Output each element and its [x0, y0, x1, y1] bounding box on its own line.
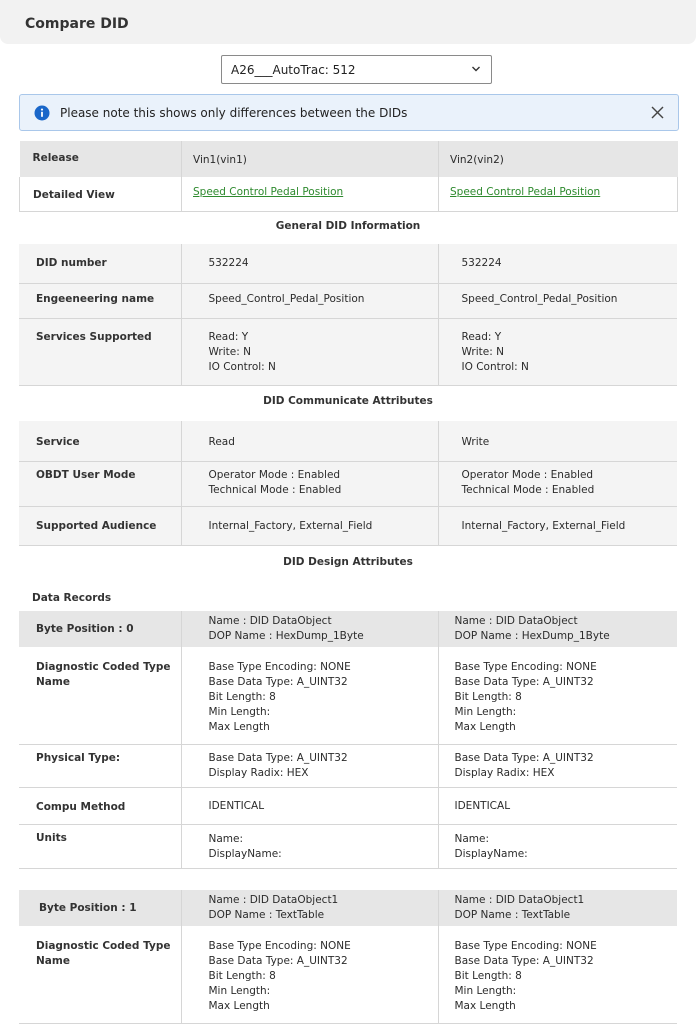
chevron-down-icon [471, 64, 481, 74]
phys-v2-line: Display Radix: HEX [454, 766, 555, 779]
release-row [20, 141, 678, 177]
obdt-v2-line: Technical Mode : Enabled [461, 483, 595, 496]
phys-v1-line: Base Data Type: A_UINT32 [208, 751, 348, 764]
compu-v2-text: IDENTICAL [454, 799, 511, 812]
audience-v2-text: Internal_Factory, External_Field [461, 519, 626, 532]
detailed-view-link-2[interactable]: Speed Control Pedal Position [450, 186, 601, 198]
phys-v1-line: Display Radix: HEX [208, 766, 309, 779]
byte-v2-line: Name : DID DataObject1 [454, 894, 585, 906]
byte-position-v2 [438, 611, 677, 647]
diagnostic-coded-label: Diagnostic Coded Type Name [19, 926, 181, 1023]
info-icon [34, 105, 50, 121]
compu-method-row [19, 787, 677, 824]
diagnostic-coded-v1 [181, 926, 438, 1023]
notice-text: Please note this shows only differences between the DIDs [60, 106, 408, 120]
release-col2: Vin2(vin2) [439, 141, 678, 177]
general-row [19, 318, 677, 385]
communicate-table [19, 421, 677, 546]
byte-position-label: Byte Position : 1 [19, 890, 181, 926]
dct-v2-line: Base Data Type: A_UINT32 [454, 955, 594, 967]
diagnostic-coded-label: Diagnostic Coded Type Name [19, 647, 181, 744]
services-supported-v1 [181, 318, 438, 385]
dct-v1-line: Min Length: [208, 706, 271, 718]
dct-v2-line: Bit Length: 8 [454, 970, 522, 982]
did-select-dropdown[interactable] [221, 55, 492, 84]
units-v2-line: Name: [454, 832, 490, 845]
dct-v1-line: Bit Length: 8 [208, 970, 276, 982]
physical-type-label: Physical Type: [19, 744, 181, 787]
data-record-table [19, 611, 677, 869]
physical-type-row [19, 744, 677, 787]
did-number-v2 [438, 244, 677, 283]
engineering-name-v1 [181, 283, 438, 318]
phys-v2-line: Base Data Type: A_UINT32 [454, 751, 594, 764]
dct-v1-line: Max Length [208, 1000, 270, 1012]
did-select-value: A26___AutoTrac: 512 [231, 63, 356, 77]
services-v2-line: Write: N [461, 345, 504, 358]
general-table [19, 244, 677, 386]
close-icon[interactable] [651, 106, 664, 119]
info-notice [19, 94, 679, 131]
byte-v2-line: Name : DID DataObject [454, 615, 578, 627]
units-v1-line: Name: [208, 832, 244, 845]
service-v1 [181, 421, 438, 461]
compu-method-v2 [438, 787, 677, 824]
obdt-user-mode-label: OBDT User Mode [19, 461, 181, 506]
dct-v1-line: Base Type Encoding: NONE [208, 661, 351, 673]
dct-v2-line: Base Type Encoding: NONE [454, 661, 597, 673]
services-v2-line: Read: Y [461, 330, 502, 343]
did-number-v2-text: 532224 [461, 257, 502, 269]
service-v2 [438, 421, 677, 461]
general-section-title: General DID Information [275, 220, 421, 232]
engineering-name-label: Engeeneering name [19, 283, 181, 318]
dct-v2-line: Max Length [454, 721, 516, 733]
obdt-v2-line: Operator Mode : Enabled [461, 468, 594, 481]
diagnostic-coded-v2 [438, 647, 677, 744]
communicate-row [19, 421, 677, 461]
service-label: Service [19, 421, 181, 461]
detailed-view-label: Detailed View [20, 177, 182, 211]
did-number-v1 [181, 244, 438, 283]
dct-v1-line: Base Data Type: A_UINT32 [208, 676, 348, 688]
general-row [19, 244, 677, 283]
services-v1-line: Read: Y [208, 330, 249, 343]
dct-v2-line: Base Type Encoding: NONE [454, 940, 597, 952]
design-section-title: DID Design Attributes [283, 556, 413, 568]
release-label: Release [20, 141, 182, 177]
byte-position-v2 [438, 890, 677, 926]
diagnostic-coded-row [19, 926, 677, 1023]
dct-v1-line: Base Data Type: A_UINT32 [208, 955, 348, 967]
dct-v1-line: Min Length: [208, 985, 271, 997]
physical-type-v1 [181, 744, 438, 787]
byte-v2-line: DOP Name : HexDump_1Byte [454, 630, 610, 642]
services-v1-line: Write: N [208, 345, 251, 358]
dct-v2-line: Min Length: [454, 706, 517, 718]
services-v1-line: IO Control: N [208, 360, 276, 373]
detailed-view-row [20, 177, 678, 211]
communicate-row [19, 506, 677, 545]
dct-v2-line: Min Length: [454, 985, 517, 997]
byte-v1-line: DOP Name : TextTable [208, 909, 325, 921]
byte-v1-line: Name : DID DataObject1 [208, 894, 339, 906]
audience-v1-text: Internal_Factory, External_Field [208, 519, 373, 532]
communicate-row [19, 461, 677, 506]
did-number-label: DID number [19, 244, 181, 283]
diagnostic-coded-v2 [438, 926, 677, 1023]
data-records-label: Data Records [32, 592, 112, 604]
obdt-user-mode-v1 [181, 461, 438, 506]
general-row [19, 283, 677, 318]
units-v1-line: DisplayName: [208, 847, 282, 860]
service-v1-text: Read [208, 436, 235, 448]
dct-v2-line: Max Length [454, 1000, 516, 1012]
compu-method-label: Compu Method [19, 787, 181, 824]
supported-audience-label: Supported Audience [19, 506, 181, 545]
communicate-section-title: DID Communicate Attributes [263, 395, 433, 407]
dct-v1-line: Max Length [208, 721, 270, 733]
diagnostic-coded-row [19, 647, 677, 744]
byte-position-row [19, 611, 677, 647]
engineering-name-v2-text: Speed_Control_Pedal_Position [461, 292, 618, 305]
compu-v1-text: IDENTICAL [208, 799, 265, 812]
byte-v1-line: DOP Name : HexDump_1Byte [208, 630, 364, 642]
units-label: Units [19, 824, 181, 868]
page-header [0, 0, 696, 44]
physical-type-v2 [438, 744, 677, 787]
services-supported-label: Services Supported [19, 318, 181, 385]
dct-v1-line: Bit Length: 8 [208, 691, 276, 703]
obdt-v1-line: Technical Mode : Enabled [208, 483, 342, 496]
supported-audience-v2 [438, 506, 677, 545]
engineering-name-v2 [438, 283, 677, 318]
engineering-name-v1-text: Speed_Control_Pedal_Position [208, 292, 365, 305]
byte-v2-line: DOP Name : TextTable [454, 909, 571, 921]
page-title: Compare DID [25, 16, 129, 32]
dct-v1-line: Base Type Encoding: NONE [208, 940, 351, 952]
units-v2-line: DisplayName: [454, 847, 528, 860]
compu-method-v1 [181, 787, 438, 824]
service-v2-text: Write [461, 436, 490, 448]
byte-position-label: Byte Position : 0 [19, 611, 181, 647]
diagnostic-coded-v1 [181, 647, 438, 744]
obdt-user-mode-v2 [438, 461, 677, 506]
data-record-table [19, 890, 677, 1024]
byte-v1-line: Name : DID DataObject [208, 615, 332, 627]
dct-v2-line: Base Data Type: A_UINT32 [454, 676, 594, 688]
did-number-v1-text: 532224 [208, 257, 249, 269]
supported-audience-v1 [181, 506, 438, 545]
release-table [19, 141, 678, 212]
release-col1: Vin1(vin1) [182, 141, 439, 177]
services-v2-line: IO Control: N [461, 360, 529, 373]
units-v2 [438, 824, 677, 868]
byte-position-v1 [181, 890, 438, 926]
obdt-v1-line: Operator Mode : Enabled [208, 468, 341, 481]
detailed-view-link-1[interactable]: Speed Control Pedal Position [193, 186, 344, 198]
units-v1 [181, 824, 438, 868]
byte-position-row [19, 890, 677, 926]
services-supported-v2 [438, 318, 677, 385]
byte-position-v1 [181, 611, 438, 647]
dct-v2-line: Bit Length: 8 [454, 691, 522, 703]
units-row [19, 824, 677, 868]
